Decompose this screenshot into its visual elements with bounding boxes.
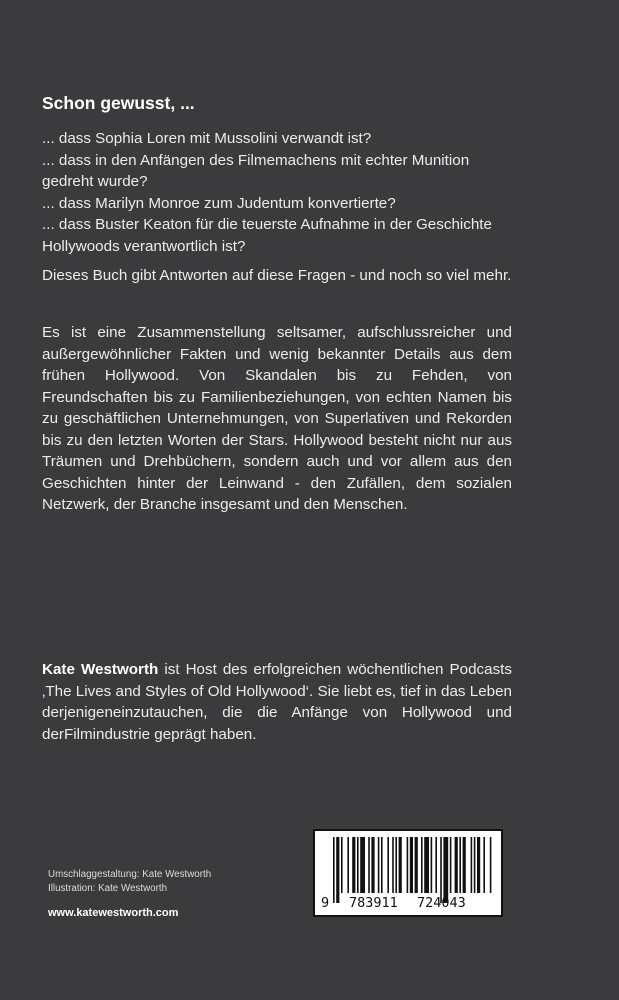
barcode-bar [477,837,480,893]
barcode-bar [360,837,365,893]
barcode-bar [435,837,437,893]
barcode-bar [395,837,397,893]
barcode-bar [443,837,448,903]
barcode-bar [352,837,355,893]
barcode-bar [450,837,452,893]
barcode-bar [440,837,442,903]
cover-credit: Umschlaggestaltung: Kate Westworth [48,869,212,880]
barcode-bar [483,837,485,893]
barcode-bar [410,837,413,893]
barcode-bar [392,837,394,893]
barcode-group-1: 783911 [349,895,398,911]
barcode-bar [424,837,429,893]
website-link[interactable]: www.katewestworth.com [48,907,179,919]
barcode-bar [371,837,374,893]
barcode-prefix: 9 [321,895,330,911]
back-cover-heading: Schon gewusst, ... [42,93,195,113]
barcode-bar [347,837,349,893]
question-item: ... dass Sophia Loren mit Mussolini verwandt ist? [42,130,372,147]
barcode-bar [378,837,380,893]
barcode-bar [474,837,476,893]
barcode-bar [463,837,466,893]
barcode-bars [315,831,501,915]
isbn-barcode [313,829,503,917]
barcode-group-2: 724043 [417,895,466,911]
barcode-bar [415,837,418,893]
barcode-bar [387,837,389,893]
author-bio-text: ist Host des erfolgreichen wöchentlichen Podcasts ‚The Lives and Styles of Old Hollywood‘. Sie liebt es, tief in das Leben derjenigeneinzutauchen, die die Anfänge von Hollywood und derFilmindustrie geprägt haben. [42,661,512,743]
credits [48,868,211,895]
question-item: ... dass in den Anfängen des Filmemachens mit echter Munition gedreht wurde? [42,151,470,190]
question-list [42,128,512,257]
barcode-bar [490,837,492,893]
barcode-bar [455,837,458,893]
barcode-bar [381,837,383,893]
question-item: ... dass Buster Keaton für die teuerste Aufnahme in der Geschichte Hollywoods verantwortlich ist? [42,216,492,255]
barcode-bar [357,837,359,893]
answers-paragraph: Dieses Buch gibt Antworten auf diese Fragen - und noch so viel mehr. [42,267,512,284]
barcode-bar [459,837,461,893]
barcode-bar [333,837,335,903]
question-item: ... dass Marilyn Monroe zum Judentum konvertierte? [42,194,396,212]
barcode-bar [341,837,343,893]
author-name: Kate Westworth [42,661,159,678]
barcode-bar [431,837,433,893]
barcode-bar [399,837,402,893]
barcode-bar [336,837,339,903]
barcode-bar [471,837,473,893]
barcode-bar [368,837,370,893]
author-bio [42,659,512,745]
illustration-credit: Illustration: Kate Westworth [48,882,168,894]
barcode-bar [407,837,409,893]
description-paragraph: Es ist eine Zusammenstellung seltsamer, aufschlussreicher und außergewöhnlicher Fakten und wenig bekannter Details aus dem frühen Hollywood. Von Skandalen bis zu Fehden, von Freundschaften bis zu Familienbeziehungen, von echten Namen bis zu geschäftlichen Unternehmungen, von Superlativen und Rekorden bis zu den letzten Worten der Stars. Hollywood besteht nicht nur aus Träumen und Drehbüchern, sondern auch und vor allem aus den Geschichten hinter der Leinwand - den Zufällen, dem sozialen Netzwerk, der Branche insgesamt und den Menschen. [42,324,512,513]
barcode-bar [421,837,423,893]
